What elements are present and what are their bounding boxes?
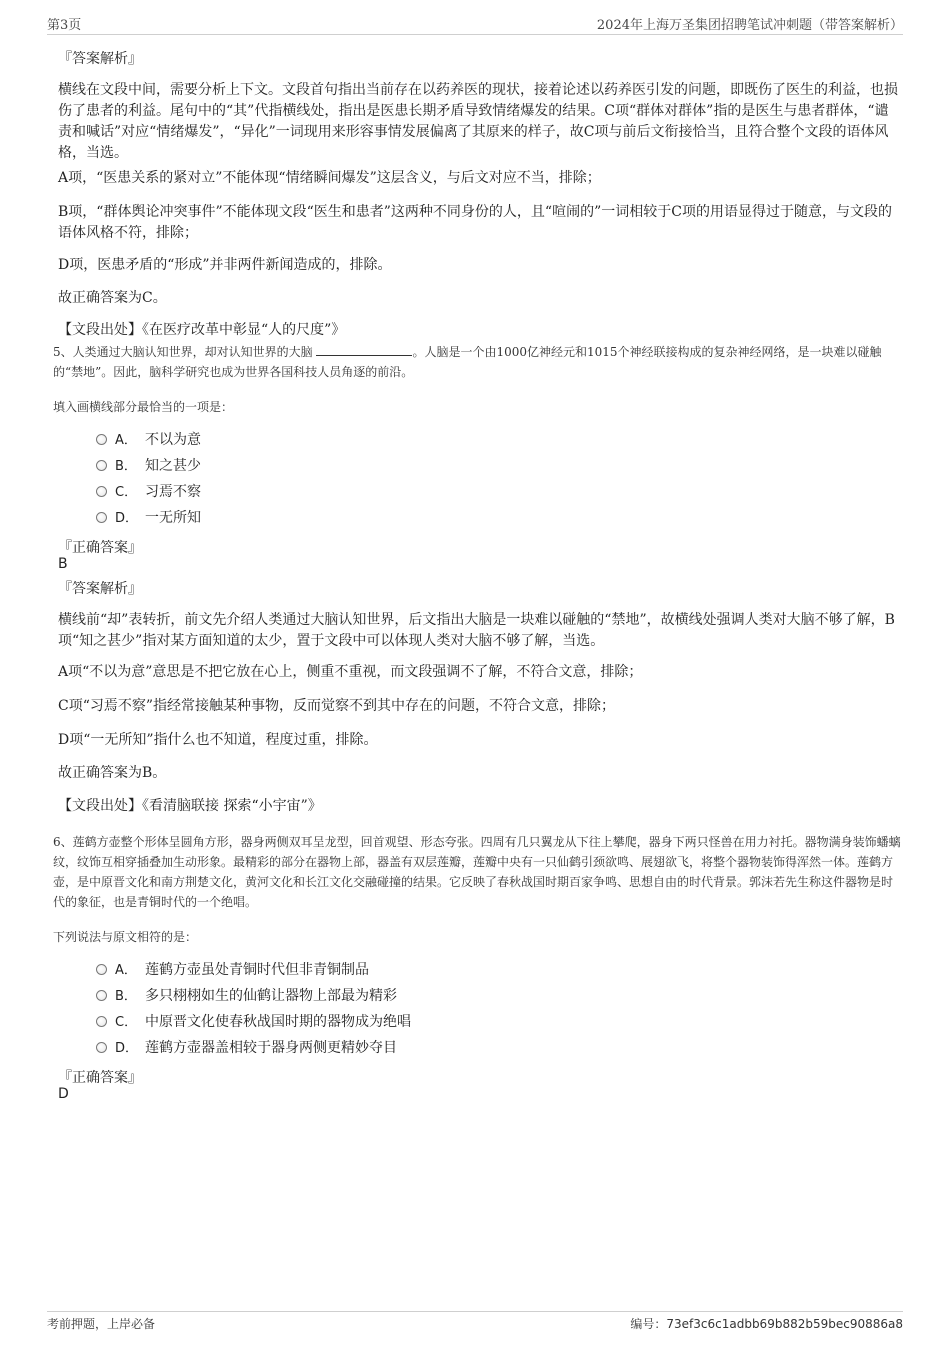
q6-option-a[interactable]: A． 莲鹤方壶虽处青铜时代但非青铜制品: [96, 960, 369, 980]
q5-analysis-option-d: D项“一无所知”指什么也不知道，程度过重，排除。: [58, 732, 378, 748]
q5-conclusion: 故正确答案为B。: [58, 765, 167, 781]
q5-option-b[interactable]: B． 知之甚少: [96, 456, 201, 476]
q4-analysis-paragraph: 横线在文段中间，需要分析上下文。文段首句指出当前存在以药养医的现状，接着论述以药养医引发的问题，即既伤了医生的利益，也损伤了患者的利益。尾句中的“其”代指横线处，指出是医患长期矛盾导致情绪爆发的结果。C项“群体对群体”指的是医生与患者群体，“谴责和喊话”对应“情绪爆发”，“异化”一词现用来形容事情发展偏离了其原来的样子，故C项与前后文衔接恰当，且符合整个文段的语体风格，当选。: [58, 82, 898, 161]
q6-prompt: 下列说法与原文相符的是：: [53, 930, 198, 944]
q6-answer: D: [58, 1086, 69, 1102]
code-value: 73ef3c6c1adbb69b882b59bec90886a8: [666, 1317, 903, 1331]
radio-button-icon[interactable]: [96, 1016, 107, 1027]
q5-answer: B: [58, 556, 68, 572]
q5-option-d[interactable]: D． 一无所知: [96, 508, 201, 528]
radio-button-icon[interactable]: [96, 964, 107, 975]
q4-analysis-option-b: B项，“群体舆论冲突事件”不能体现文段“医生和患者”这两种不同身份的人，且“喧闹的”一词相较于C项的用语显得过于随意，与文段的语体风格不符，排除；: [58, 204, 892, 241]
document-code: [630, 1315, 903, 1332]
code-label: 编号：: [630, 1317, 667, 1331]
q4-conclusion: 故正确答案为C。: [58, 290, 167, 306]
q6-option-b[interactable]: B． 多只栩栩如生的仙鹤让器物上部最为精彩: [96, 986, 397, 1006]
radio-button-icon[interactable]: [96, 460, 107, 471]
q5-stem-before: 5、人类通过大脑认知世界，却对认知世界的大脑: [53, 345, 317, 359]
q5-stem-after: 。人脑是一个由1000亿神经元和1015个神经联接构成的复杂神经网络，是一块难以碰触的“禁地”。因此，脑科学研究也成为世界各国科技人员角逐的前沿。: [53, 345, 882, 379]
q5-stem: [53, 342, 903, 382]
q5-answer-label: 『正确答案』: [58, 540, 142, 556]
q6-stem: 6、莲鹤方壶整个形体呈圆角方形，器身两侧双耳呈龙型，回首观望、形态夸张。四周有几只翼龙从下往上攀爬，器身下两只怪兽在用力衬托。器物满身装饰蟠螭纹，纹饰互相穿插叠加生动形象。最精彩的部分在器物上部，器盖有双层莲瓣，莲瓣中央有一只仙鹤引颈欲鸣、展翅欲飞，将整个器物装饰得浑然一体。莲鹤方壶，是中原晋文化和南方荆楚文化，黄河文化和长江文化交融碰撞的结果。它反映了春秋战国时期百家争鸣、思想自由的时代背景。郭沫若先生称这件器物是时代的象征，也是青铜时代的一个绝唱。: [53, 835, 901, 909]
q5-source: 【文段出处】《看清脑联接 探索“小宇宙”》: [58, 798, 322, 814]
q4-analysis-option-a: A项，“医患关系的紧对立”不能体现“情绪瞬间爆发”这层含义，与后文对应不当，排除；: [58, 170, 601, 186]
q5-analysis-paragraph: 横线前“却”表转折，前文先介绍人类通过大脑认知世界，后文指出大脑是一块难以碰触的“禁地”，故横线处强调人类对大脑不够了解，B项“知之甚少”指对某方面知道的太少，置于文段中可以体现人类对大脑不够了解，当选。: [58, 612, 895, 649]
radio-button-icon[interactable]: [96, 512, 107, 523]
radio-button-icon[interactable]: [96, 990, 107, 1001]
document-title: 2024年上海万圣集团招聘笔试冲刺题（带答案解析）: [596, 18, 903, 33]
q5-analysis-option-a: A项“不以为意”意思是不把它放在心上，侧重不重视，而文段强调不了解，不符合文意，排除；: [58, 664, 643, 680]
radio-button-icon[interactable]: [96, 434, 107, 445]
q5-option-a[interactable]: A． 不以为意: [96, 430, 201, 450]
page-number: 第3页: [47, 18, 82, 33]
page-footer: [47, 1311, 903, 1336]
q4-analysis-option-d: D项，医患矛盾的“形成”并非两件新闻造成的，排除。: [58, 257, 392, 273]
q6-option-d[interactable]: D． 莲鹤方壶器盖相较于器身两侧更精妙夺目: [96, 1038, 397, 1058]
page-header: [47, 14, 903, 35]
q6-option-c[interactable]: C． 中原晋文化使春秋战国时期的器物成为绝唱: [96, 1012, 411, 1032]
q5-option-c[interactable]: C． 习焉不察: [96, 482, 201, 502]
q5-analysis-option-c: C项“习焉不察”指经常接触某种事物，反而觉察不到其中存在的问题，不符合文意，排除；: [58, 698, 616, 714]
footer-slogan: 考前押题，上岸必备: [47, 1317, 156, 1331]
radio-button-icon[interactable]: [96, 1042, 107, 1053]
q4-source: 【文段出处】《在医疗改革中彰显“人的尺度”》: [58, 322, 346, 338]
q4-analysis-label: 『答案解析』: [58, 51, 142, 67]
q5-prompt: 填入画横线部分最恰当的一项是：: [53, 400, 234, 414]
q5-analysis-label: 『答案解析』: [58, 581, 142, 597]
radio-button-icon[interactable]: [96, 486, 107, 497]
fill-in-blank: [316, 343, 412, 356]
q6-answer-label: 『正确答案』: [58, 1070, 142, 1086]
